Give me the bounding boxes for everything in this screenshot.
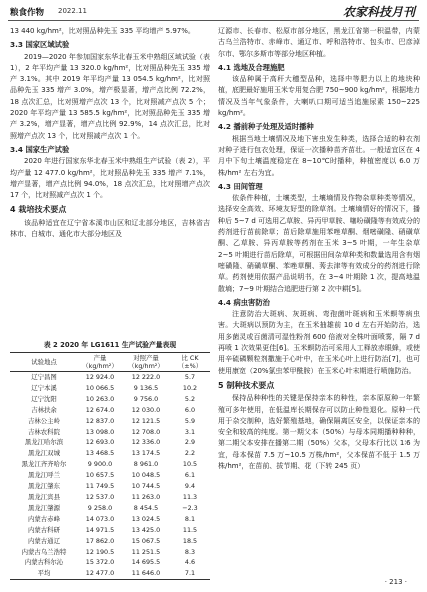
table-cell: 10 263.0 [85, 394, 115, 403]
table-cell: 5.9 [184, 416, 196, 425]
table-row [10, 448, 210, 459]
table-cell: 13 174.5 [131, 449, 161, 458]
section-heading: 4.1 选地及合理施肥 [218, 62, 285, 72]
table-cell: 12 336.0 [131, 438, 161, 447]
table-cell: 12 924.0 [85, 373, 115, 381]
table-cell: 黑龙江哈尔滨 [24, 438, 64, 447]
table-cell: 12 477.0 [78, 568, 122, 579]
paragraph: 该品种属于高秆大穗型品种，选择中等肥力以上的地块种植，底肥最好施用玉米专用复合肥 750~900 kg/hm²，根据地力情况及当年气象条件，大喇叭口期可适当追施尿素 150~225 kg/hm²。 [218, 75, 420, 118]
yield-table [10, 339, 210, 580]
section-heading: 4 栽培技术要点 [10, 205, 67, 215]
table-row [10, 394, 210, 405]
section-heading: 4.4 病虫害防治 [218, 297, 270, 307]
table-cell: 辽宁本溪 [31, 383, 57, 392]
table-cell: 10.5 [182, 460, 198, 469]
journal-issue: 2022.11 [58, 7, 87, 15]
table-cell: 15 067.5 [131, 536, 161, 545]
table-row [10, 405, 210, 416]
table-row [10, 568, 210, 579]
paragraph: 注意防治大斑病、灰斑病、弯孢菌叶斑病和玉米螟等病虫害。大斑病以预防为主，在玉米抽雄前 10 d 左右开始防治，选用多菌灵或百菌清可湿性粉剂 600 倍液对全株叶面喷雾，隔 7 d 再喷 1 次效果更佳[6]。玉米螟防治可采用人工释放赤眼蜂，或使用辛硫磷颗粒剂撒施于心叶中，在玉米心叶上进行防治[7]，也可使用康宽（20%氯虫苯甲酰胺）在玉米心叶末期进行喷施防治。 [218, 310, 420, 375]
table-cell: 17 862.0 [85, 536, 115, 545]
table-cell: 6.0 [184, 405, 196, 414]
table-cell: 内蒙古乌兰浩特 [21, 547, 67, 556]
table-cell: 12 222.0 [131, 373, 161, 381]
table-cell: 黑龙江肇东 [28, 482, 60, 491]
table-cell: 内蒙古通辽 [28, 536, 60, 545]
table-cell: 13 468.5 [85, 449, 115, 458]
table-cell: 11 251.5 [131, 547, 161, 556]
table-cell: 12 537.0 [85, 492, 115, 501]
table-cell: 9.4 [184, 482, 196, 491]
table-cell: 吉林扶余 [31, 405, 57, 414]
table-cell: 13 024.5 [131, 514, 161, 523]
paragraph: 13 440 kg/hm²，比对照品种先玉 335 平均增产 5.97%。 [10, 27, 195, 35]
column-header: 比 CK （±%） [170, 353, 210, 372]
table-row [10, 547, 210, 558]
table-row [10, 437, 210, 448]
table-cell: 12 693.0 [85, 438, 115, 447]
table-cell: 5.7 [184, 373, 196, 381]
table-cell: 辽宁沈阳 [31, 394, 57, 403]
column-header: 对照产量 （kg/hm²） [122, 353, 170, 372]
section-heading: 4.2 播前种子处理及适时播种 [218, 122, 314, 132]
table-cell: −2.3 [182, 503, 198, 512]
section-heading: 5 制种技术要点 [218, 380, 275, 390]
table-cell: 14 695.5 [131, 558, 161, 567]
header-rule [8, 20, 419, 21]
table-cell: 10 048.5 [131, 471, 161, 480]
table-cell: 内蒙古赤峰 [28, 514, 60, 523]
table-cell: 2.2 [184, 449, 196, 458]
right-column [218, 26, 420, 472]
table-cell: 9 900.0 [87, 460, 113, 469]
paragraph: 2019—2020 年参加国家东华北春玉米中熟组区域试验（表 1），2 年平均产量 13 320.0 kg/hm²，比对照品种先玉 335 增产 3.1%。其中 2019 年平均产量 13 054.5 kg/hm²，比对照品种先玉 335 增产 3.0%，增产极显著，增产点比例 72.2%，18 点次汇总，比对照增产点次 13 个，比对照减产点次 5 个；2020 年平均产量 13 585.5 kg/hm²，比对照品种先玉 335 增产 3.2%，增产显著，增产点比例 92.9%，14 点次汇总，比对照增产点次 13 个，比对照减产点次 1 个。 [10, 52, 210, 140]
table-row [10, 525, 210, 536]
table-cell: 吉林农科院 [28, 427, 60, 436]
table-cell: 14 971.5 [85, 525, 115, 534]
table-cell: 13 098.0 [85, 427, 115, 436]
journal-name: 粮食作物 [10, 8, 45, 18]
table-cell: 8 961.0 [133, 460, 159, 469]
table-cell: 黑龙江呼兰 [28, 471, 60, 480]
table-cell: 13 425.0 [131, 525, 161, 534]
paragraph: 根据当地土壤情况及地下害虫发生种类，选择合适的种衣剂对种子进行包衣处理，保证一次播种苗齐苗壮。一般适宜区在 4 月中下旬土壤温度稳定在 8~10℃时播种，种植密度以 6.0 万株/hm² 左右为宜。 [218, 134, 420, 177]
table-cell: 14 073.0 [85, 514, 115, 523]
table-cell: 12 674.0 [85, 405, 115, 414]
table-cell: 18.5 [182, 536, 198, 545]
journal-logo: 农家科技月刊 [342, 5, 415, 19]
table-cell: 12 837.0 [85, 416, 115, 425]
table-row [10, 470, 210, 481]
table-cell: 12 030.0 [131, 405, 161, 414]
section-heading: 3.4 国家生产试验 [10, 144, 70, 154]
table-cell: 内蒙古科研 [28, 525, 60, 534]
section-heading: 4.3 田间管理 [218, 181, 263, 191]
table-cell: 3.1 [184, 427, 196, 436]
table-cell: 黑龙江双城 [28, 449, 60, 458]
section-heading: 3.3 国家区域试验 [10, 40, 70, 50]
table-cell: 11.5 [182, 525, 198, 534]
table-cell: 10.2 [182, 383, 198, 392]
table-cell: 11 646.0 [122, 568, 170, 579]
page-header [0, 0, 427, 22]
paragraph: 2020 年进行国家东华北春玉米中熟组生产试验（表 2），平均产量 12 477.0 kg/hm²，比对照品种先玉 335 增产 7.1%，增产显著，增产点比例 94.0%，18 点次汇总，比对照增产点次 17 个，比对照减产点次 1 个。 [10, 157, 210, 200]
table-row [10, 459, 210, 470]
page-number: · 213 · [384, 578, 407, 586]
table-cell: 10 744.5 [131, 482, 161, 491]
table-cell: 11.3 [182, 492, 198, 501]
table-cell: 2.9 [184, 438, 196, 447]
table-cell: 吉林公主岭 [28, 416, 60, 425]
table-cell: 15 372.0 [85, 558, 115, 567]
paragraph: 该品种适宜在辽宁省本溪市山区和辽北部分地区，吉林省吉林市、白城市、通化市大部分地区及 [10, 218, 210, 239]
table-row [10, 492, 210, 503]
table-row [10, 514, 210, 525]
table-row [10, 536, 210, 547]
table-cell: 9 258.0 [87, 503, 113, 512]
table-cell: 黑龙江肇源 [28, 503, 60, 512]
table-row [10, 557, 210, 568]
table-cell: 10 657.5 [85, 471, 115, 480]
table-cell: 7.1 [170, 568, 210, 579]
table-row [10, 372, 210, 383]
table-row [10, 481, 210, 492]
table-row [10, 383, 210, 394]
table-cell: 黑龙江宾县 [28, 492, 60, 501]
table-cell: 5.2 [184, 394, 196, 403]
table-cell: 内蒙古科尔沁 [24, 558, 64, 567]
paragraph: 依条件种植，土壤类型，土壤墒情及作物杂草种类等情况，选择安全高效、环境友好型的除草剂。土壤墒情好的情况下，播种后 5~7 d 可选用乙草胺、异丙甲草胺、噻吩磺隆等有效成分的药剂进行苗前除草；苗后除草施用苯唑草酮、烟嘧磺隆、硝磺草酮、乙草胺、异丙草胺等药剂在玉米 3~5 叶期，一年生杂草 2~5 叶期进行苗后除草，可根据田间杂草种类和数量选用含有烟嘧磺隆、硝磺草酮、苯唑草酮、莠去津等有效成分的药剂进行除草。药剂使用依据产品说明书，在 3~4 叶期除 1 次，提高地温散墒；7~9 叶期结合追肥进行第 2 次中耕[5]。 [218, 194, 420, 293]
table-cell: 10 066.5 [85, 383, 115, 392]
table-row [10, 427, 210, 438]
table-cell: 8.3 [184, 547, 196, 556]
column-header: 产量 （kg/hm²） [78, 353, 122, 372]
table-cell: 12 190.5 [85, 547, 115, 556]
paragraph: 辽源市、长春市、松原市部分地区，黑龙江省第一积温带，内蒙古乌兰浩特市、赤峰市、通辽市、呼和浩特市、包头市、巴彦淖尔市、鄂尔多斯市等部分地区种植。 [218, 27, 420, 58]
left-column [10, 26, 210, 240]
table-row [10, 503, 210, 514]
table-cell: 辽宁昌图 [31, 373, 57, 381]
paragraph: 保持品种种性的关键是保持亲本的种性，亲本原原种一年繁殖可多年使用，在低温库长期保存可以防止种性退化。原种一代用于杂交制种，选好繁殖基地，确保隔离区安全，以保证亲本的安全和较高的纯度。第一期父本（50%）与母本同期播种种种，第二期父本安排在播第二期（50%）父本，父母本行比以 1∶6 为宜，母本保苗 7.5 万~10.5 万株/hm²，父本保苗不低于 1.5 万株/hm²，在苗前、拔节期、花（下转 245 页） [218, 394, 420, 470]
table-cell: 9 136.5 [133, 383, 159, 392]
table-cell: 11 749.5 [85, 482, 115, 491]
table-cell: 8.1 [184, 514, 196, 523]
table-cell: 12 708.0 [131, 427, 161, 436]
table-cell: 8 454.5 [133, 503, 159, 512]
table-cell: 9 756.0 [133, 394, 159, 403]
table-cell: 黑龙江齐齐哈尔 [21, 460, 67, 469]
table-cell: 4.6 [184, 558, 196, 567]
table-cell: 12 121.5 [131, 416, 161, 425]
table-row [10, 416, 210, 427]
table-cell: 6.1 [184, 471, 196, 480]
column-header: 试验地点 [10, 353, 78, 372]
table-caption: 表 2 2020 年 LG1611 生产试验产量表现 [43, 341, 177, 349]
table-cell: 平均 [10, 568, 78, 579]
table-cell: 11 263.0 [131, 492, 161, 501]
